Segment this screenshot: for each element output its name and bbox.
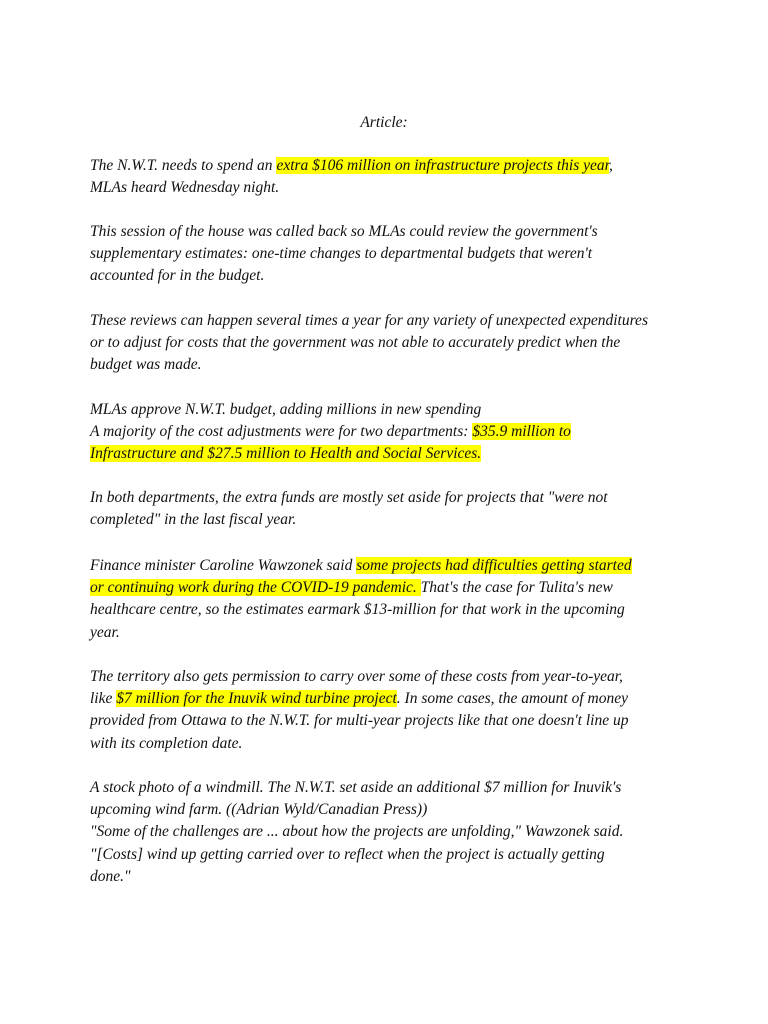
- text-line: [90, 443, 690, 465]
- highlighted-text: some projects had difficulties getting started: [356, 557, 632, 574]
- text-line: [90, 221, 690, 243]
- text-line: [90, 844, 690, 866]
- highlighted-text: $7 million for the Inuvik wind turbine project: [116, 690, 397, 708]
- text-segment: budget was made.: [90, 356, 202, 374]
- text-line: [90, 688, 690, 710]
- text-line: [90, 666, 690, 688]
- text-segment: healthcare centre, so the estimates earmark $13-million for that work in the upcoming: [90, 601, 625, 619]
- highlighted-text: $35.9 million to: [472, 423, 571, 441]
- text-segment: year.: [90, 623, 120, 641]
- text-segment: done.": [90, 867, 131, 885]
- text-line: [90, 155, 690, 177]
- text-line: [90, 799, 690, 821]
- paragraph-8: [90, 777, 690, 888]
- text-line: [90, 399, 690, 421]
- text-line: [90, 265, 690, 287]
- highlighted-text: or continuing work during the COVID-19 pandemic.: [90, 579, 421, 597]
- text-segment: A stock photo of a windmill. The N.W.T. set aside an additional $7 million for Inuvik's: [90, 779, 622, 796]
- text-segment: In both departments, the extra funds are mostly set aside for projects that "were not: [90, 489, 608, 506]
- text-segment: . In some cases, the amount of money: [396, 690, 628, 708]
- text-line: [90, 777, 690, 799]
- paragraph-1: [90, 155, 690, 199]
- text-segment: "Some of the challenges are ... about how the projects are unfolding," Wawzonek said.: [90, 823, 624, 841]
- text-segment: The territory also gets permission to carry over some of these costs from year-to-year,: [90, 668, 623, 685]
- paragraph-3: [90, 310, 690, 377]
- text-line: [90, 622, 690, 644]
- text-line: [90, 310, 690, 332]
- paragraph-7: [90, 666, 690, 755]
- text-line: [90, 733, 690, 755]
- text-segment: provided from Ottawa to the N.W.T. for multi-year projects like that one doesn't line up: [90, 712, 629, 730]
- text-line: [90, 177, 690, 199]
- text-segment: completed" in the last fiscal year.: [90, 511, 297, 529]
- text-segment: supplementary estimates: one-time changes to departmental budgets that weren't: [90, 245, 593, 263]
- text-segment: The N.W.T. needs to spend an: [90, 157, 277, 174]
- text-line: [90, 577, 690, 599]
- text-segment: ,: [608, 157, 613, 174]
- highlighted-text: Infrastructure and $27.5 million to Health and Social Services.: [90, 445, 482, 463]
- text-line: [90, 487, 690, 509]
- text-segment: A majority of the cost adjustments were for two departments:: [90, 423, 473, 441]
- text-line: [90, 821, 690, 843]
- text-line: [90, 509, 690, 531]
- text-line: [90, 354, 690, 376]
- highlighted-text: extra $106 million on infrastructure projects this year: [276, 157, 609, 174]
- paragraph-6: [90, 555, 690, 644]
- text-segment: MLAs heard Wednesday night.: [90, 179, 280, 197]
- text-line: [90, 599, 690, 621]
- text-segment: accounted for in the budget.: [90, 267, 265, 285]
- text-line: [90, 332, 690, 354]
- article-heading: Article:: [360, 114, 408, 131]
- paragraph-2: [90, 221, 690, 288]
- text-segment: These reviews can happen several times a year for any variety of unexpected expenditures: [90, 312, 648, 329]
- text-line: [90, 555, 690, 577]
- paragraph-4: [90, 399, 690, 466]
- text-line: [90, 710, 690, 732]
- text-line: [90, 243, 690, 265]
- paragraph-5: [90, 487, 690, 531]
- text-segment: MLAs approve N.W.T. budget, adding millions in new spending: [90, 401, 482, 418]
- text-segment: upcoming wind farm. ((Adrian Wyld/Canadian Press)): [90, 801, 428, 819]
- text-segment: This session of the house was called back so MLAs could review the government's: [90, 223, 598, 240]
- text-segment: Finance minister Caroline Wawzonek said: [90, 557, 357, 574]
- text-segment: or to adjust for costs that the government was not able to accurately predict when the: [90, 334, 621, 352]
- text-segment: like: [90, 690, 117, 708]
- text-segment: That's the case for Tulita's new: [420, 579, 613, 597]
- text-segment: with its completion date.: [90, 734, 243, 752]
- text-line: [90, 866, 690, 888]
- text-line: [90, 421, 690, 443]
- text-segment: "[Costs] wind up getting carried over to reflect when the project is actually getting: [90, 845, 605, 863]
